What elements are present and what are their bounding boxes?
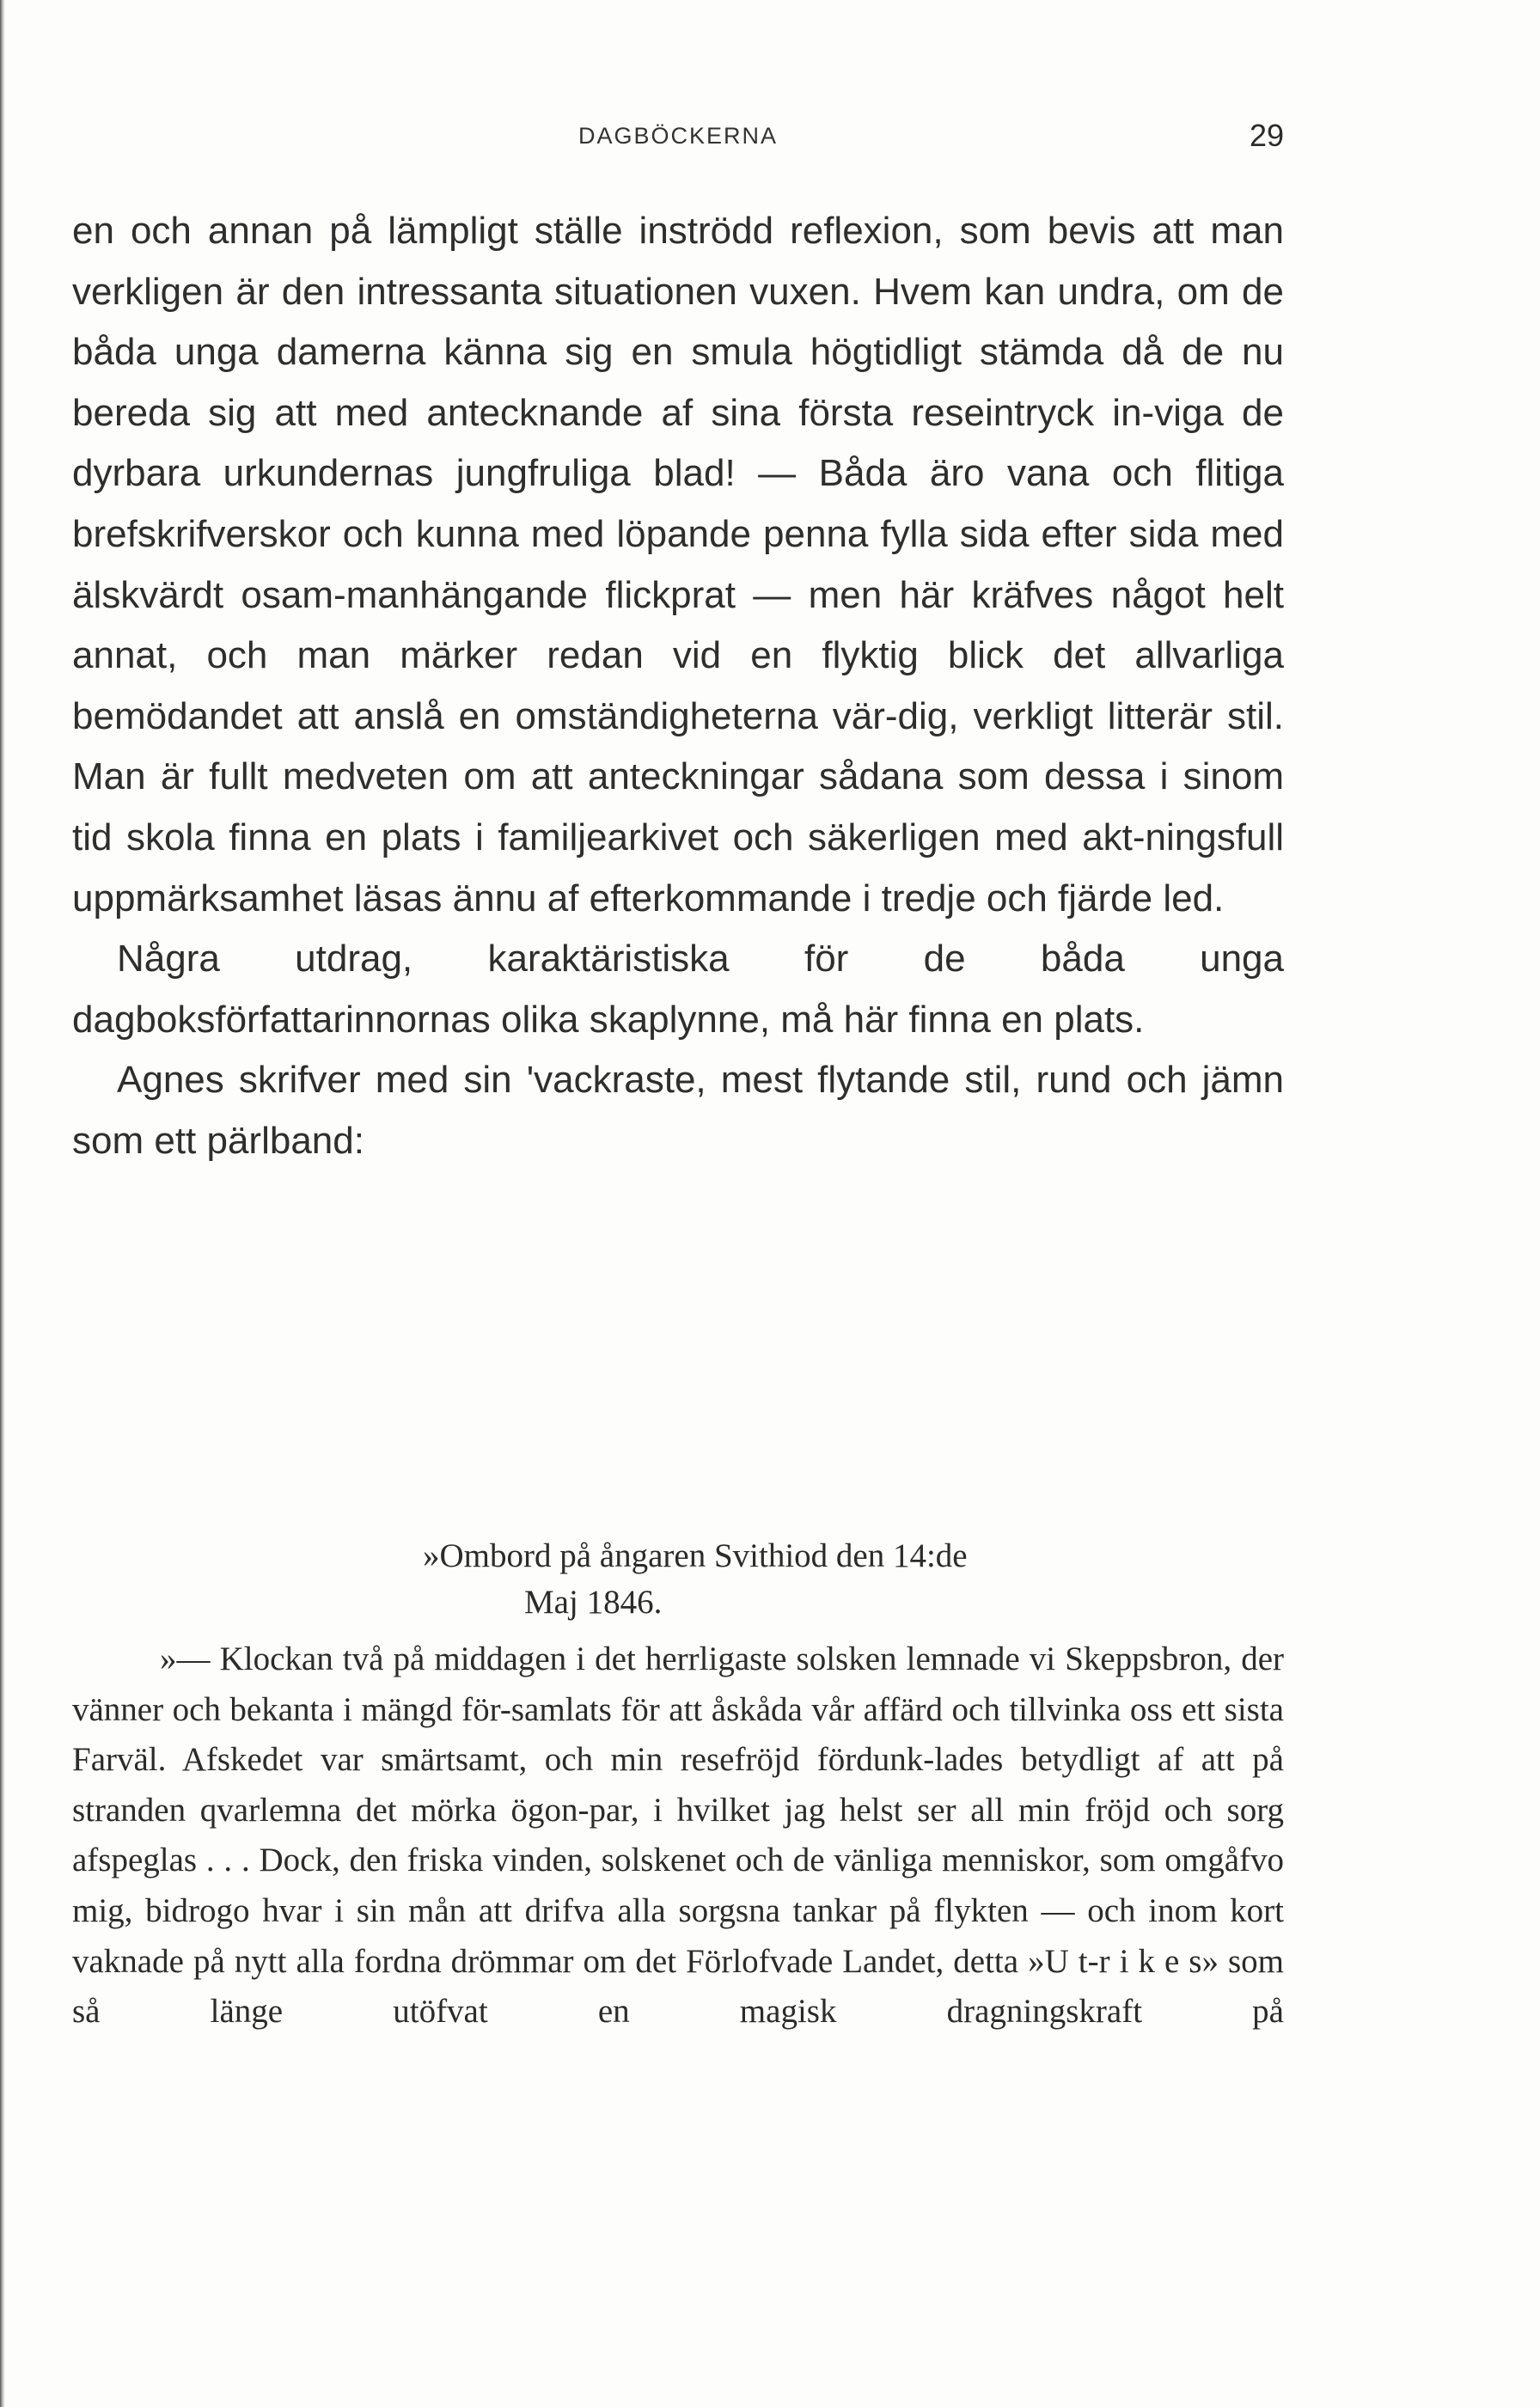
page-spine-shadow	[0, 0, 5, 2407]
dateline-line-1: »Ombord på ångaren Svithiod den 14:de	[423, 1537, 968, 1574]
paragraph-1: en och annan på lämpligt ställe inströdd reflexion, som bevis att man verkligen är den intressanta situationen vuxen. Hvem kan undra, om de båda unga damerna känna sig en smula högtidligt stämda då de nu bereda sig att med antecknande af sina första reseintryck in-viga de dyrbara urkundernas jungfruliga blad! — Båda äro vana och flitiga brefskrifverskor och kunna med löpande penna fylla sida efter sida med älskvärdt osam-manhängande flickprat — men här kräfves något helt annat, och man märker redan vid en flyktig blick det allvarliga bemödandet att anslå en omständigheterna vär-dig, verkligt litterär stil. Man är fullt medveten om att anteckningar sådana som dessa i sinom tid skola finna en plats i familjearkivet och säkerligen med akt-ningsfull uppmärksamhet läsas ännu af efterkommande i tredje och fjärde led.	[72, 210, 1284, 919]
paragraph-3: Agnes skrifver med sin 'vackraste, mest flytande stil, rund och jämn som ett pärlband:	[72, 1059, 1284, 1162]
running-head: DAGBÖCKERNA	[578, 123, 779, 149]
diary-dateline	[72, 1533, 1284, 1626]
main-text	[72, 201, 1284, 1172]
paragraph-2: Några utdrag, karaktäristiska för de båda unga dagboksförfattarinnornas olika skaplynne, må här finna en plats.	[72, 938, 1284, 1041]
diary-body: »— Klockan två på middagen i det herrligaste solsken lemnade vi Skeppsbron, der vänner och bekanta i mängd för-samlats för att åskåda vår affärd och tillvinka oss ett sista Farväl. Afskedet var smärtsamt, och min resefröjd fördunk-lades betydligt af att på stranden qvarlemna det mörka ögon-par, i hvilket jag helst ser all min fröjd och sorg afspeglas . . . Dock, den friska vinden, solskenet och de vänliga menniskor, som omgåfvo mig, bidrogo hvar i sin mån att drifva alla sorgsna tankar på flykten — och inom kort vaknade på nytt alla fordna drömmar om det Förlofvade Landet, detta »U t-r i k e s» som så länge utöfvat en magisk dragningskraft på	[72, 1640, 1284, 2031]
diary-excerpt	[72, 1533, 1284, 2037]
page-header	[72, 119, 1284, 153]
page-number: 29	[1249, 118, 1284, 153]
dateline-line-2: Maj 1846.	[524, 1584, 663, 1621]
